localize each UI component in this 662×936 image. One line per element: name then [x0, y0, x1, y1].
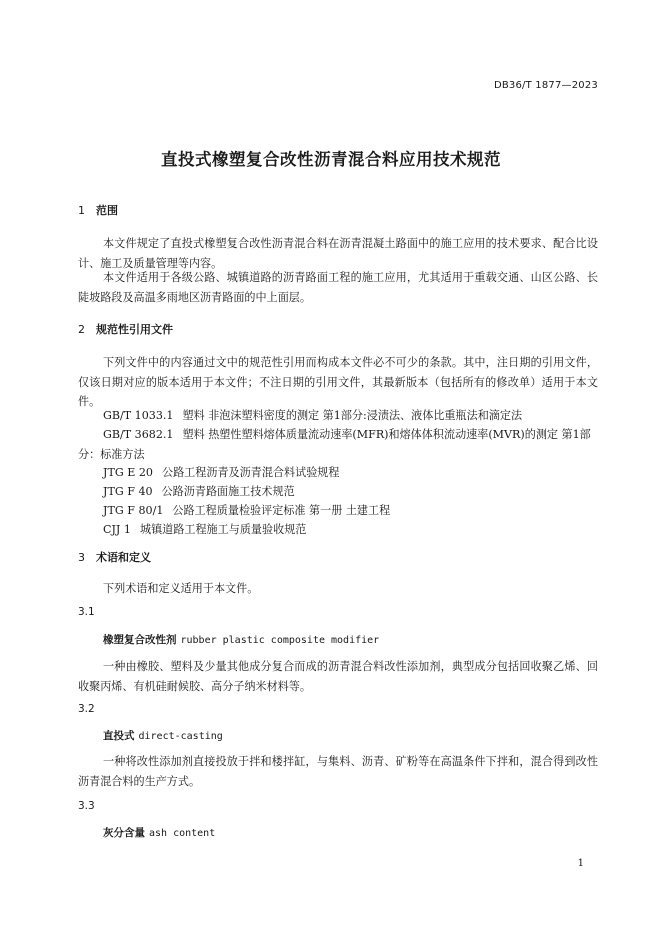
- reference-code: CJJ 1: [103, 523, 131, 536]
- term-number: 3.2: [78, 703, 95, 715]
- term-heading: [103, 825, 215, 840]
- reference-title: 塑料 热塑性塑料熔体质量流动速率(MFR)和熔体体积流动速率(MVR)的测定 第1部分：标准方法: [78, 428, 591, 461]
- reference-title: 公路工程质量检验评定标准 第一册 土建工程: [172, 504, 391, 517]
- reference-title: 公路工程沥青及沥青混合料试验规程: [161, 466, 340, 479]
- section-heading-scope: [78, 202, 118, 218]
- reference-title: 塑料 非泡沫塑料密度的测定 第1部分:浸渍法、液体比重瓶法和滴定法: [182, 409, 523, 422]
- reference-item: [78, 463, 598, 483]
- reference-code: JTG F 40: [103, 485, 153, 498]
- section-title: 范围: [96, 204, 118, 217]
- terms-intro: 下列术语和定义适用于本文件。: [103, 582, 259, 595]
- section-heading-normative: [78, 321, 173, 337]
- scope-paragraph-2: 本文件适用于各级公路、城镇道路的沥青路面工程的施工应用，尤其适用于重载交通、山区公路、长陡坡路段及高温多雨地区沥青路面的中上面层。: [78, 271, 598, 304]
- term-name-en: rubber plastic composite modifier: [180, 635, 380, 646]
- term-heading: [103, 728, 223, 743]
- normative-intro: 下列文件中的内容通过文中的规范性引用而构成本文件必不可少的条款。其中，注日期的引用文件，仅该日期对应的版本适用于本文件；不注日期的引用文件，其最新版本（包括所有的修改单）适用于本文件。: [78, 356, 598, 408]
- reference-item: [78, 406, 598, 426]
- reference-title: 公路沥青路面施工技术规范: [161, 485, 295, 498]
- term-name-en: ash content: [149, 828, 216, 839]
- page-number: 1: [577, 858, 584, 869]
- reference-code: JTG E 20: [103, 466, 153, 479]
- reference-code: JTG F 80/1: [103, 504, 164, 517]
- reference-item: [78, 501, 598, 521]
- reference-item: [78, 425, 598, 464]
- section-number: 2: [78, 323, 85, 336]
- term-name-zh: 灰分含量: [103, 827, 145, 839]
- section-number: 1: [78, 204, 85, 217]
- reference-item: [78, 520, 598, 540]
- reference-title: 城镇道路工程施工与质量验收规范: [139, 523, 307, 536]
- term-name-zh: 直投式: [103, 730, 135, 742]
- document-code: DB36/T 1877—2023: [493, 80, 598, 91]
- term-number: 3.1: [78, 606, 95, 618]
- scope-paragraph-1: 本文件规定了直投式橡塑复合改性沥青混合料在沥青混凝土路面中的施工应用的技术要求、配合比设计、施工及质量管理等内容。: [78, 237, 598, 270]
- section-number: 3: [78, 551, 85, 564]
- reference-item: [78, 482, 598, 502]
- term-heading: [103, 632, 379, 647]
- term-definition: 一种将改性添加剂直接投放于拌和楼拌缸，与集料、沥青、矿粉等在高温条件下拌和，混合得到改性沥青混合料的生产方式。: [78, 755, 598, 788]
- term-name-en: direct-casting: [138, 731, 223, 742]
- reference-code: GB/T 3682.1: [103, 428, 174, 441]
- section-title: 术语和定义: [96, 551, 151, 564]
- section-title: 规范性引用文件: [96, 323, 173, 336]
- document-title: 直投式橡塑复合改性沥青混合料应用技术规范: [161, 150, 501, 169]
- term-name-zh: 橡塑复合改性剂: [103, 634, 177, 646]
- term-definition: 一种由橡胶、塑料及少量其他成分复合而成的沥青混合料改性添加剂，典型成分包括回收聚乙烯、回收聚丙烯、有机硅耐候胶、高分子纳米材料等。: [78, 660, 598, 693]
- reference-code: GB/T 1033.1: [103, 409, 174, 422]
- term-number: 3.3: [78, 800, 95, 812]
- section-heading-terms: [78, 549, 151, 565]
